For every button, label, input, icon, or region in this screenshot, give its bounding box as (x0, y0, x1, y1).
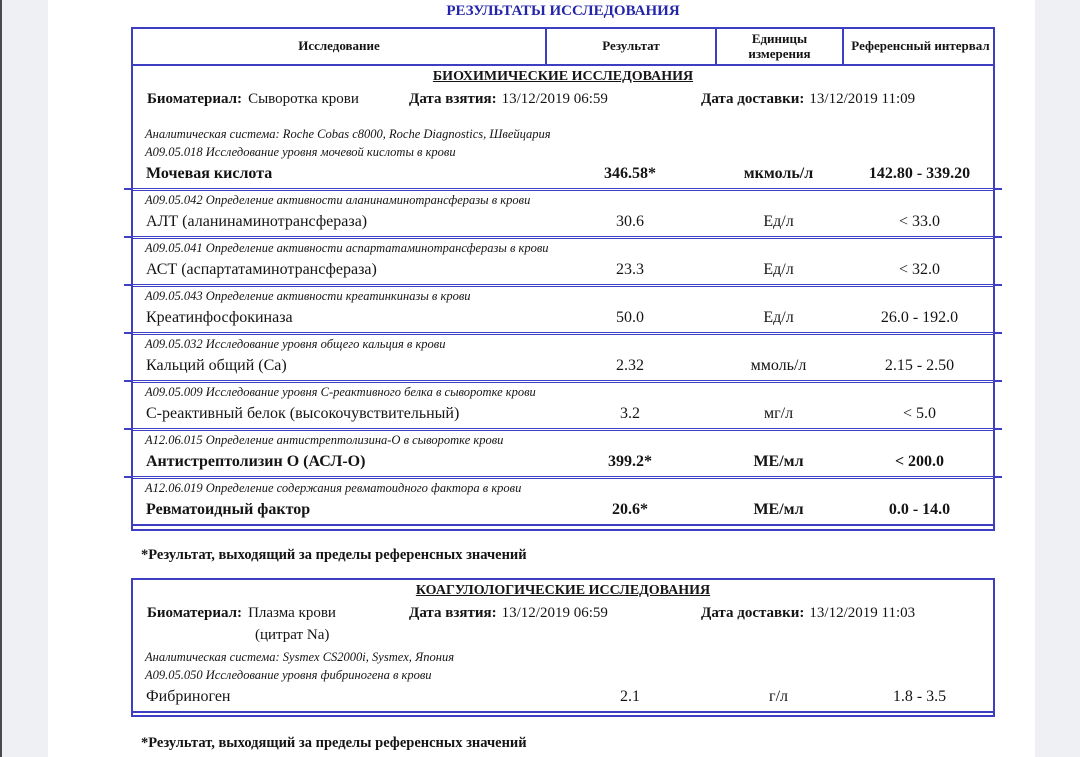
collection-date-value: 13/12/2019 06:59 (501, 91, 608, 107)
test-result: 2.1 (620, 688, 640, 705)
coagulation-table (131, 578, 995, 717)
test-reference-interval: < 32.0 (898, 261, 941, 278)
test-units: МЕ/мл (753, 453, 804, 470)
test-group-crp (133, 380, 993, 428)
column-header-units: Единицы измерения (715, 29, 842, 64)
test-units: ммоль/л (750, 357, 807, 374)
test-units: Ед/л (763, 213, 794, 230)
test-code: А09.05.042 Определение активности аланинаминотрансферазы в крови (145, 193, 531, 207)
test-units: МЕ/мл (753, 501, 804, 518)
collection-date-label: Дата взятия: (409, 91, 497, 107)
test-name: С-реактивный белок (высокочувствительный) (146, 405, 460, 422)
test-code: А12.06.019 Определение содержания ревматоидного фактора в крови (145, 481, 522, 495)
column-header-result: Результат (545, 29, 715, 64)
test-name: Кальций общий (Са) (146, 357, 287, 374)
test-result-row (133, 352, 993, 380)
test-code: А09.05.018 Исследование уровня мочевой кислоты в крови (145, 145, 456, 159)
test-reference-interval: 142.80 - 339.20 (868, 165, 971, 182)
test-reference-interval: < 33.0 (898, 213, 941, 230)
section-title: БИОХИМИЧЕСКИЕ ИССЛЕДОВАНИЯ (432, 69, 694, 84)
delivery-date-label: Дата доставки: (701, 605, 805, 621)
collection-date-label: Дата взятия: (409, 605, 497, 621)
test-result-row (133, 304, 993, 332)
test-result: 346.58* (604, 165, 656, 182)
biochemistry-table (131, 27, 995, 531)
specimen-info-row (133, 88, 993, 113)
biomaterial-label: Биоматериал: (147, 605, 243, 621)
test-name: Фибриноген (146, 688, 231, 705)
collection-date-field (409, 605, 608, 622)
table-body (133, 580, 993, 715)
test-units: Ед/л (763, 261, 794, 278)
test-reference-interval: < 5.0 (902, 405, 937, 422)
analytic-system-line: Аналитическая система: Roche Cobas c8000, Roche Diagnostics, Швейцария (145, 127, 551, 141)
test-code: А09.05.043 Определение активности креатинкиназы в крови (145, 289, 471, 303)
out-of-range-footnote: *Результат, выходящий за пределы референсных значений (141, 735, 527, 751)
test-result-row (133, 496, 993, 526)
test-result-row (133, 448, 993, 476)
test-group-calcium (133, 332, 993, 380)
test-reference-interval: < 200.0 (894, 453, 945, 470)
test-result-row (133, 208, 993, 236)
page-title: РЕЗУЛЬТАТЫ ИССЛЕДОВАНИЯ (446, 3, 680, 19)
test-result-row (133, 256, 993, 284)
test-group-ast (133, 236, 993, 284)
test-reference-interval: 0.0 - 14.0 (888, 501, 951, 518)
column-header-test: Исследование (298, 38, 380, 54)
test-group-rheumatoid-factor (133, 476, 993, 526)
delivery-date-field (701, 605, 915, 622)
test-group-fibrinogen (133, 666, 993, 713)
delivery-date-label: Дата доставки: (701, 91, 805, 107)
test-reference-interval: 26.0 - 192.0 (880, 309, 959, 326)
test-name: АСТ (аспартатаминотрансфераза) (146, 261, 377, 278)
biomaterial-second-line (133, 627, 993, 648)
biomaterial-value: Сыворотка крови (248, 91, 359, 107)
test-result: 23.3 (616, 261, 644, 278)
left-margin-strip (0, 0, 48, 757)
test-result-row (133, 683, 993, 713)
right-margin-strip (1035, 0, 1080, 757)
specimen-info-row (133, 602, 993, 627)
test-code: А09.05.009 Исследование уровня С-реактивного белка в сыворотке крови (145, 385, 536, 399)
test-result: 30.6 (616, 213, 644, 230)
test-code: А09.05.032 Исследование уровня общего кальция в крови (145, 337, 446, 351)
collection-date-value: 13/12/2019 06:59 (501, 605, 608, 621)
test-units: Ед/л (763, 309, 794, 326)
test-code: А09.05.050 Исследование уровня фибриногена в крови (145, 668, 432, 682)
test-reference-interval: 2.15 - 2.50 (884, 357, 955, 374)
delivery-date-value: 13/12/2019 11:03 (809, 605, 916, 621)
test-result: 3.2 (620, 405, 640, 422)
test-group-cpk (133, 284, 993, 332)
test-group-uric-acid (133, 143, 993, 188)
test-units: г/л (769, 688, 788, 705)
test-code: А12.06.015 Определение антистрептолизина-О в сыворотке крови (145, 433, 504, 447)
table-body (133, 66, 993, 529)
biomaterial-value-line2: (цитрат Na) (255, 627, 330, 643)
test-code: А09.05.041 Определение активности аспартатаминотрансферазы в крови (145, 241, 549, 255)
delivery-date-field (701, 91, 915, 108)
column-header-reference: Референсный интервал (842, 29, 997, 64)
test-name: Антистрептолизин О (АСЛ-О) (146, 453, 366, 470)
test-result: 50.0 (616, 309, 644, 326)
document-content (131, 0, 995, 757)
section-title: КОАГУЛОЛОГИЧЕСКИЕ ИССЛЕДОВАНИЯ (415, 583, 711, 598)
spacer (133, 113, 993, 125)
collection-date-field (409, 91, 608, 108)
test-result-row (133, 160, 993, 188)
delivery-date-value: 13/12/2019 11:09 (809, 91, 916, 107)
test-name: Ревматоидный фактор (146, 501, 311, 518)
test-result: 20.6* (612, 501, 648, 518)
biomaterial-label: Биоматериал: (147, 91, 243, 107)
biomaterial-value: Плазма крови (248, 605, 336, 621)
test-result: 399.2* (608, 453, 652, 470)
out-of-range-footnote: *Результат, выходящий за пределы референсных значений (141, 547, 527, 563)
test-group-aslo (133, 428, 993, 476)
test-group-alt (133, 188, 993, 236)
test-result-row (133, 400, 993, 428)
test-result: 2.32 (616, 357, 644, 374)
test-name: Мочевая кислота (146, 165, 273, 182)
biomaterial-field (147, 91, 359, 108)
test-reference-interval: 1.8 - 3.5 (892, 688, 947, 705)
test-name: Креатинфосфокиназа (146, 309, 293, 326)
table-header-row (133, 29, 993, 66)
biomaterial-field (147, 605, 336, 622)
test-name: АЛТ (аланинаминотрансфераза) (146, 213, 368, 230)
analytic-system-line: Аналитическая система: Sysmex CS2000i, Sysmex, Япония (145, 650, 455, 664)
test-units: мг/л (763, 405, 794, 422)
test-units: мкмоль/л (743, 165, 814, 182)
